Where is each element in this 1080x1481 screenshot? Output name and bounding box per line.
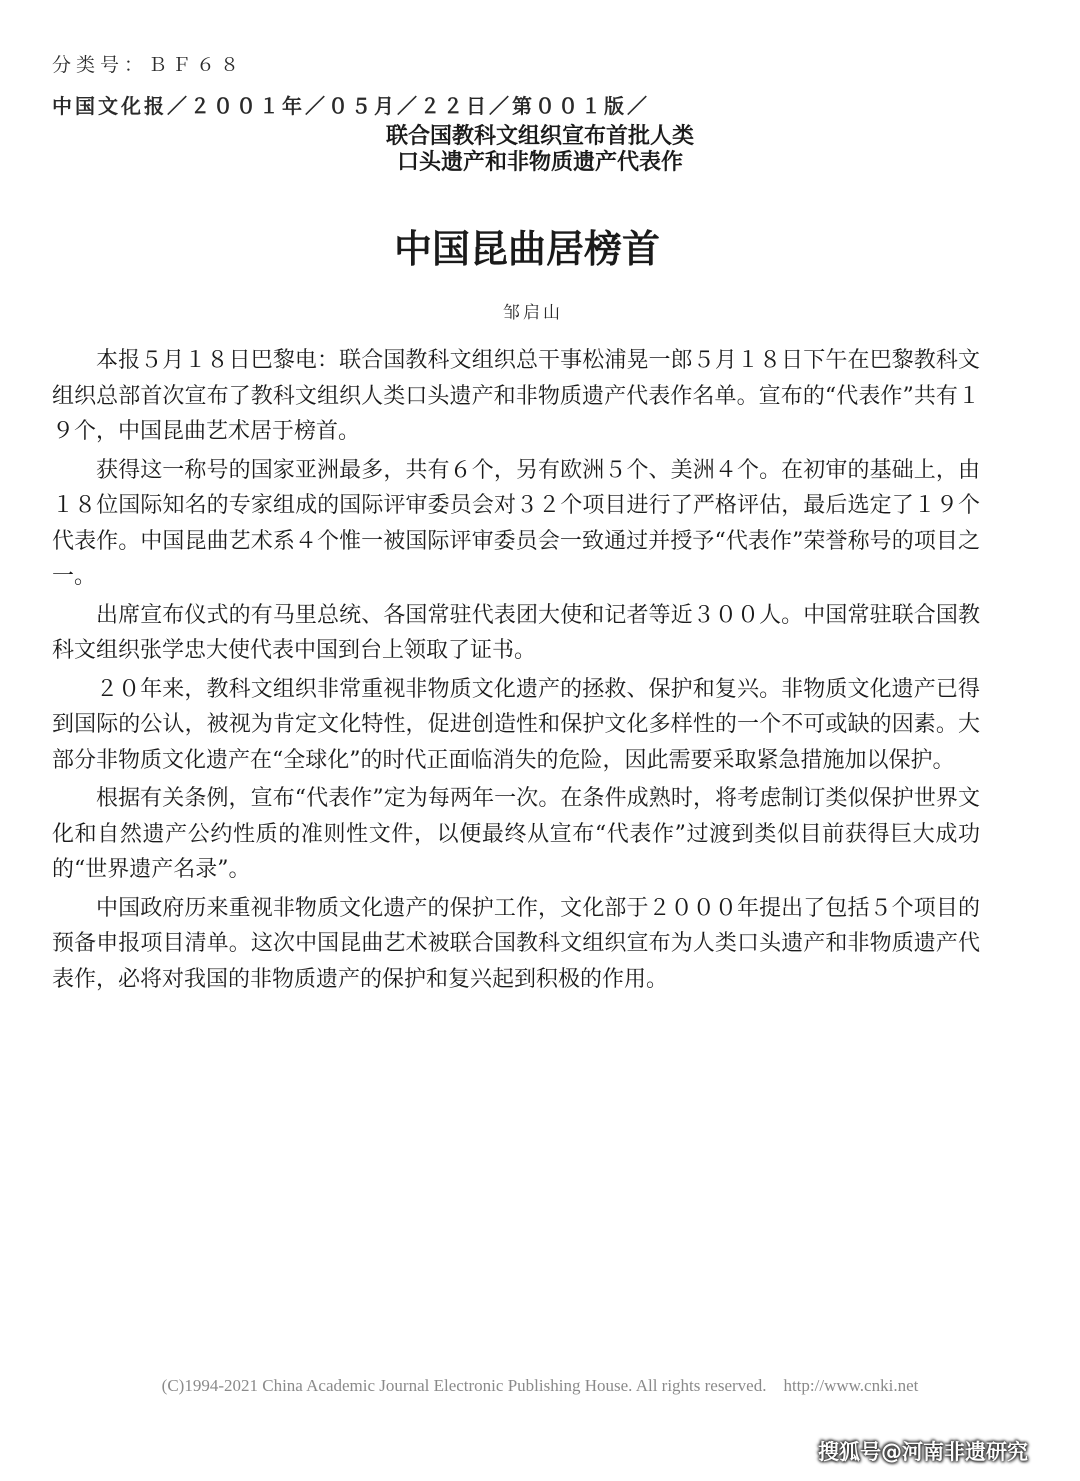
paragraph: ２０年来，教科文组织非常重视非物质文化遗产的拯救、保护和复兴。非物质文化遗产已得到国际的公认，被视为肯定文化特性，促进创造性和保护文化多样性的一个不可或缺的因素。大部分非物质文化遗产在“全球化”的时代正面临消失的危险，因此需要采取紧急措施加以保护。 bbox=[52, 676, 980, 773]
classification-number: 分类号：ＢＦ６８ bbox=[52, 54, 245, 76]
subtitle-line-1: 联合国教科文组织宣布首批人类 bbox=[385, 124, 694, 149]
source-citation: 中国文化报／２００１年／０５月／２２日／第００１版／ bbox=[52, 94, 650, 118]
sohu-watermark: 搜狐号@河南非遗研究 bbox=[818, 1440, 1028, 1464]
paragraph: 本报５月１８日巴黎电：联合国教科文组织总干事松浦晃一郎５月１８日下午在巴黎教科文组织总部首次宣布了教科文组织人类口头遗产和非物质遗产代表作名单。宣布的“代表作”共有１９个，中国昆曲艺术居于榜首。 bbox=[52, 348, 980, 444]
paragraph: 根据有关条例，宣布“代表作”定为每两年一次。在条件成熟时，将考虑制订类似保护世界文化和自然遗产公约性质的准则性文件，以便最终从宣布“代表作”过渡到类似目前获得巨大成功的“世界遗产名录”。 bbox=[52, 786, 980, 882]
subtitle-line-2: 口头遗产和非物质遗产代表作 bbox=[396, 150, 683, 175]
author-byline: 邹启山 bbox=[503, 303, 563, 323]
copyright-notice: (C)1994-2021 China Academic Journal Electronic Publishing House. All rights reserved. http://www.cnki.net bbox=[161, 1376, 919, 1395]
article-subtitle bbox=[290, 124, 790, 176]
paragraph: 出席宣布仪式的有马里总统、各国常驻代表团大使和记者等近３００人。中国常驻联合国教科文组织张学忠大使代表中国到台上领取了证书。 bbox=[52, 602, 980, 663]
article-body bbox=[52, 343, 980, 1000]
paragraph: 获得这一称号的国家亚洲最多，共有６个，另有欧洲５个、美洲４个。在初审的基础上，由１８位国际知名的专家组成的国际评审委员会对３２个项目进行了严格评估，最后选定了１９个代表作。中国昆曲艺术系４个惟一被国际评审委员会一致通过并授予“代表作”荣誉称号的项目之一。 bbox=[52, 457, 980, 589]
article-headline: 中国昆曲居榜首 bbox=[393, 227, 660, 271]
paragraph: 中国政府历来重视非物质文化遗产的保护工作，文化部于２０００年提出了包括５个项目的预备申报项目清单。这次中国昆曲艺术被联合国教科文组织宣布为人类口头遗产和非物质遗产代表作，必将对我国的非物质遗产的保护和复兴起到积极的作用。 bbox=[52, 895, 980, 992]
